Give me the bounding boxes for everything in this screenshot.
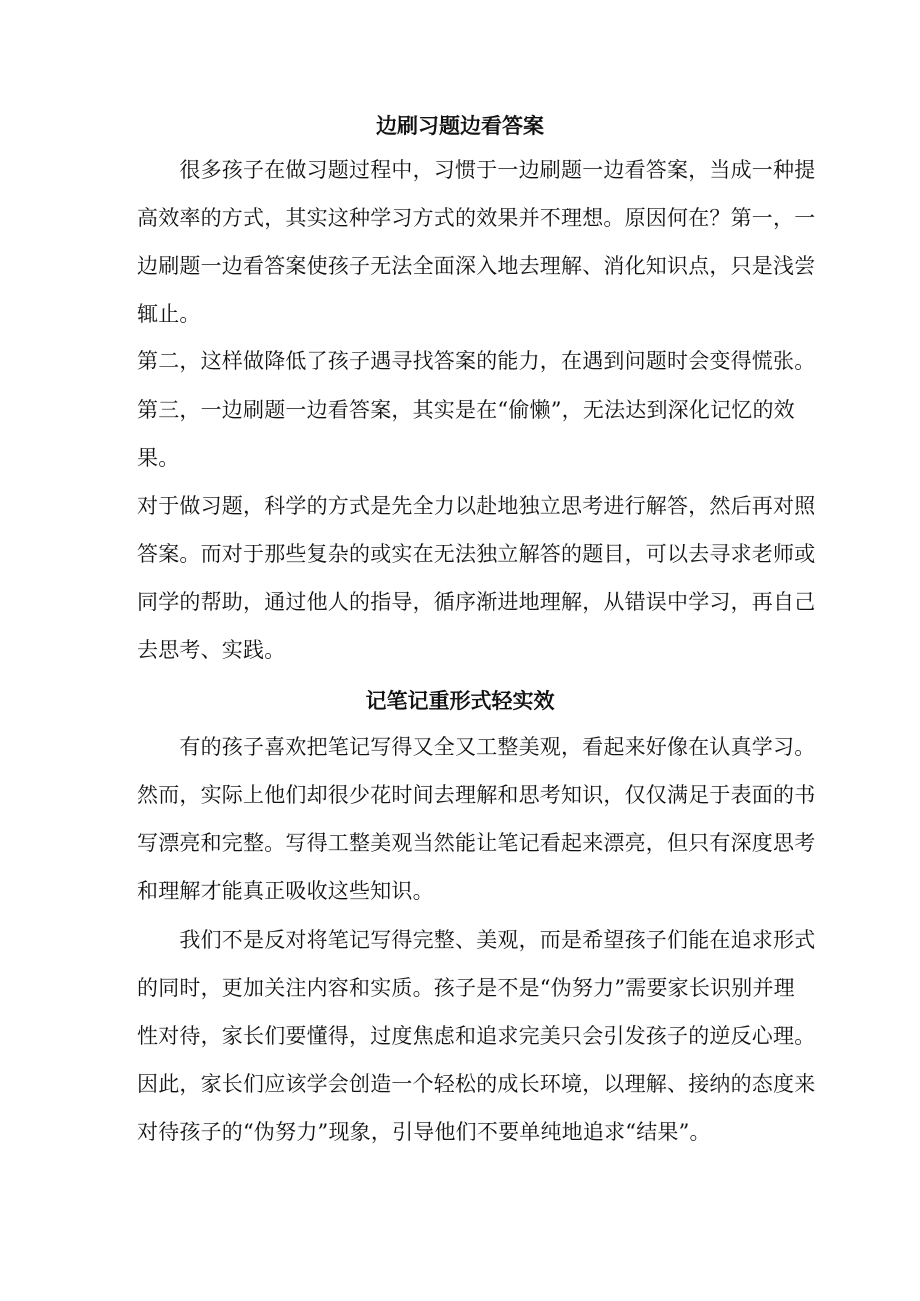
paragraph-line: 辄止。 bbox=[137, 302, 201, 326]
paragraph-line: 同学的帮助，通过他人的指导，循序渐进地理解，从错误中学习，再自己 bbox=[137, 590, 816, 614]
paragraph-line: 果。 bbox=[137, 446, 180, 470]
paragraph-line: 第三，一边刷题一边看答案，其实是在“偷懒”，无法达到深化记忆的效 bbox=[137, 398, 795, 422]
section-1-paragraph-3 bbox=[137, 386, 795, 482]
paragraph-line: 我们不是反对将笔记写得完整、美观，而是希望孩子们能在追求形式 bbox=[137, 928, 816, 952]
section-2-paragraph-1 bbox=[137, 723, 816, 915]
section-1-paragraph-1 bbox=[137, 146, 816, 338]
paragraph-line: 的同时，更加关注内容和实质。孩子是不是“伪努力”需要家长识别并理 bbox=[137, 976, 795, 1000]
paragraph-line: 第二，这样做降低了孩子遇寻找答案的能力，在遇到问题时会变得慌张。 bbox=[137, 349, 816, 373]
section-2-title: 记笔记重形式轻实效 bbox=[365, 688, 555, 713]
paragraph-line: 性对待，家长们要懂得，过度焦虑和追求完美只会引发孩子的逆反心理。 bbox=[137, 1024, 816, 1048]
section-1-paragraph-4 bbox=[137, 482, 816, 674]
paragraph-line: 有的孩子喜欢把笔记写得又全又工整美观，看起来好像在认真学习。 bbox=[137, 735, 816, 759]
paragraph-line: 答案。而对于那些复杂的或实在无法独立解答的题目，可以去寻求老师或 bbox=[137, 542, 816, 566]
section-1-title: 边刷习题边看答案 bbox=[376, 113, 544, 138]
paragraph-line: 对待孩子的“伪努力”现象，引导他们不要单纯地追求“结果”。 bbox=[137, 1120, 711, 1144]
paragraph-line: 边刷题一边看答案使孩子无法全面深入地去理解、消化知识点，只是浅尝 bbox=[137, 254, 816, 278]
section-1-paragraph-2 bbox=[137, 337, 816, 385]
paragraph-line: 写漂亮和完整。写得工整美观当然能让笔记看起来漂亮，但只有深度思考 bbox=[137, 831, 816, 855]
paragraph-line: 和理解才能真正吸收这些知识。 bbox=[137, 879, 434, 903]
paragraph-line: 去思考、实践。 bbox=[137, 638, 286, 662]
paragraph-line: 对于做习题，科学的方式是先全力以赴地独立思考进行解答，然后再对照 bbox=[137, 494, 816, 518]
paragraph-line: 高效率的方式，其实这种学习方式的效果并不理想。原因何在？第一，一 bbox=[137, 206, 816, 230]
paragraph-line: 然而，实际上他们却很少花时间去理解和思考知识，仅仅满足于表面的书 bbox=[137, 783, 816, 807]
paragraph-line: 很多孩子在做习题过程中，习惯于一边刷题一边看答案，当成一种提 bbox=[137, 158, 816, 182]
paragraph-line: 因此，家长们应该学会创造一个轻松的成长环境，以理解、接纳的态度来 bbox=[137, 1072, 816, 1096]
section-2-paragraph-2 bbox=[137, 916, 816, 1156]
